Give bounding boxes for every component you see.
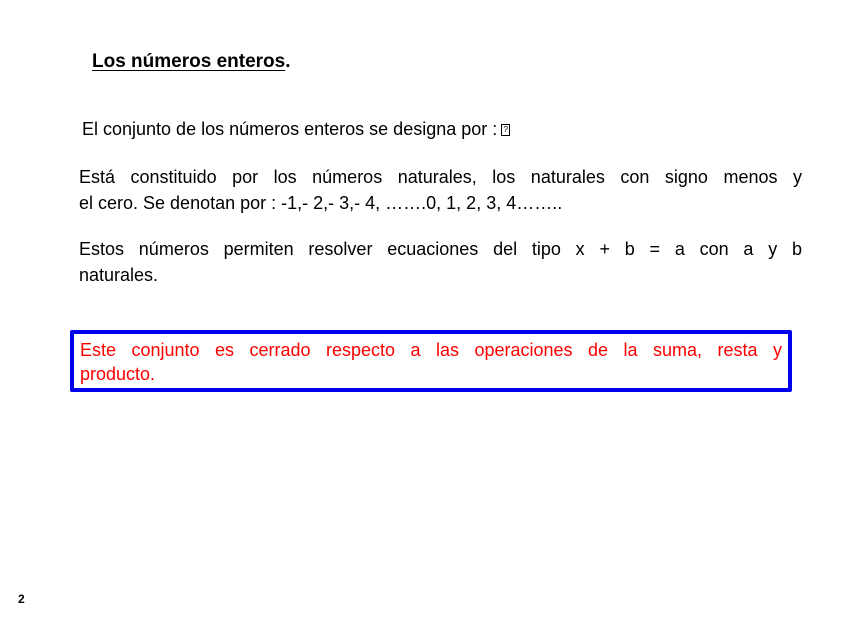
set-designation-text: El conjunto de los números enteros se designa por : <box>82 119 498 139</box>
highlight-line-1: Este conjunto es cerrado respecto a las operaciones de la suma, resta y <box>80 340 782 360</box>
page-number: 2 <box>18 592 25 606</box>
page-title <box>92 50 291 74</box>
constitution-line-1: Está constituido por los números naturales, los naturales con signo menos y <box>79 167 802 187</box>
constitution-line-2: el cero. Se denotan por : -1,- 2,- 3,- 4, …….0, 1, 2, 3, 4…….. <box>79 193 563 213</box>
highlight-text <box>80 338 782 386</box>
missing-glyph-icon <box>501 124 510 136</box>
equations-line-2: naturales. <box>79 265 159 285</box>
highlight-line-2: producto. <box>80 364 156 384</box>
equations-line-1: Estos números permiten resolver ecuaciones del tipo x + b = a con a y b <box>79 239 802 259</box>
equations-paragraph <box>79 236 802 288</box>
constitution-paragraph <box>79 164 802 216</box>
title-period: . <box>285 51 291 72</box>
title-text: Los números enteros <box>92 51 286 72</box>
set-designation-line <box>82 117 510 141</box>
